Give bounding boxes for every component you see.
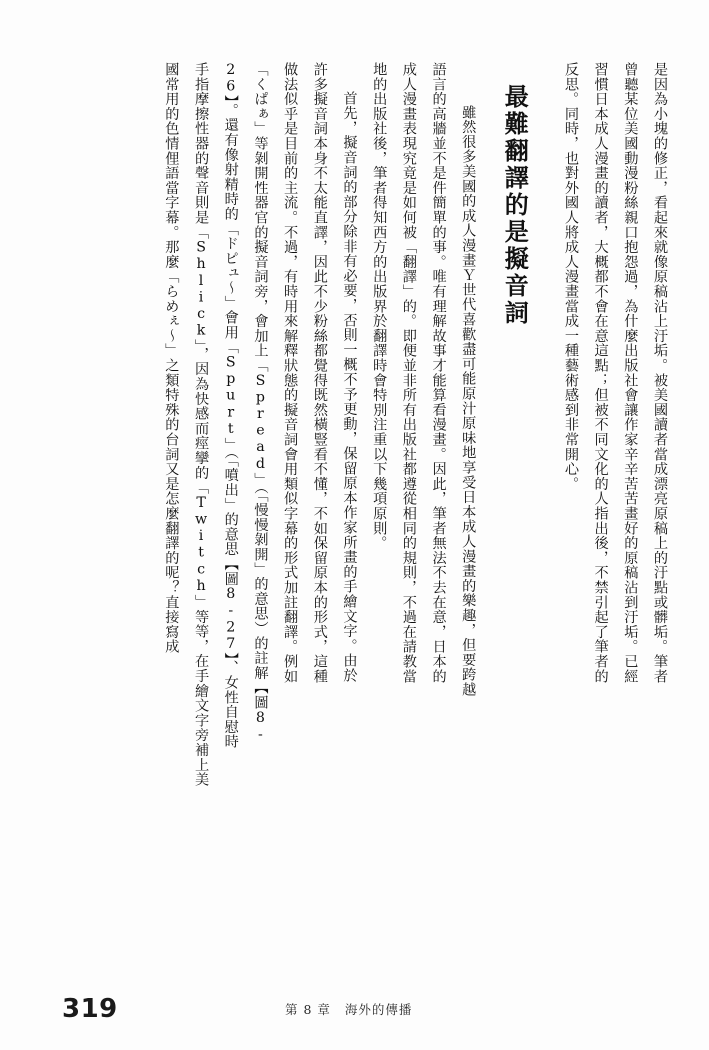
text-column-7: 成人漫畫表現究竟是如何被「翻譯」的。即便並非所有出版社都遵從相同的規則，不過在請教當	[400, 62, 417, 684]
text-column-15: 國常用的色情俚語當字幕。那麼「らめぇ～」之類特殊的台詞又是怎麼翻譯的呢？直接寫成	[163, 62, 180, 654]
section-heading: 最難翻譯的是擬音詞	[500, 84, 530, 327]
page-footer	[0, 990, 709, 1024]
running-head-chapter: 第 8 章	[285, 1002, 331, 1017]
text-column-12: 「くぱぁ」等剝開性器官的擬音詞旁，會加上「Spread」（「慢慢剝開」的意思）的註解【圖8-	[252, 62, 269, 743]
text-body	[40, 62, 673, 962]
text-column-9: 首先，擬音詞的部分除非有必要，否則一概不予更動，保留原本作家所畫的手繪文字。由於	[341, 76, 358, 683]
text-column-6: 語言的高牆並不是件簡單的事。唯有理解故事才能算看漫畫。因此，筆者無法不去在意，日本的	[430, 62, 447, 684]
text-column-11: 做法似乎是目前的主流。不過，有時用來解釋狀態的擬音詞會用類似字幕的形式加註翻譯。例如	[282, 62, 299, 684]
column-gap	[536, 62, 554, 72]
text-column-8: 地的出版社後，筆者得知西方的出版界於翻譯時會特別注重以下幾項原則。	[371, 62, 388, 551]
text-column-14: 手指摩擦性器的聲音則是「Shlick」，因為快感而痙攣的「Twitch」等等，在手繪文字旁補上美	[193, 62, 210, 787]
text-column-1: 是因為小塊的修正，看起來就像原稿沾上汙垢。被美國讀者當成漂亮原稿上的汙點或髒垢。筆者	[652, 62, 668, 684]
text-column-13: 26】。還有像射精時的「ドピュ～」會用「Spurt」（「噴出」的意思【圖8-27】、女性自慰時	[222, 62, 239, 749]
text-column-4: 反思。同時，也對外國人將成人漫畫當成一種藝術感到非常開心。	[562, 62, 579, 492]
page-number: 319	[62, 994, 118, 1024]
running-head-title: 海外的傳播	[344, 1002, 413, 1017]
text-column-5: 雖然很多美國的成人漫畫Ｙ世代喜歡盡可能原汁原味地享受日本成人漫畫的樂趣，但要跨越	[460, 90, 477, 697]
text-column-3: 習慣日本成人漫畫的讀者，大概都不會在意這點；但被不同文化的人指出後，不禁引起了筆者的	[592, 62, 609, 684]
text-column-2: 曾聽某位美國動漫粉絲親口抱怨過，為什麼出版社會讓作家辛辛苦苦畫好的原稿沾到汙垢。已經	[622, 62, 639, 684]
text-column-10: 許多擬音詞本身不太能直譯，因此不少粉絲都覺得既然橫豎看不懂，不如保留原本的形式，這種	[311, 62, 328, 684]
running-head	[285, 1000, 412, 1018]
